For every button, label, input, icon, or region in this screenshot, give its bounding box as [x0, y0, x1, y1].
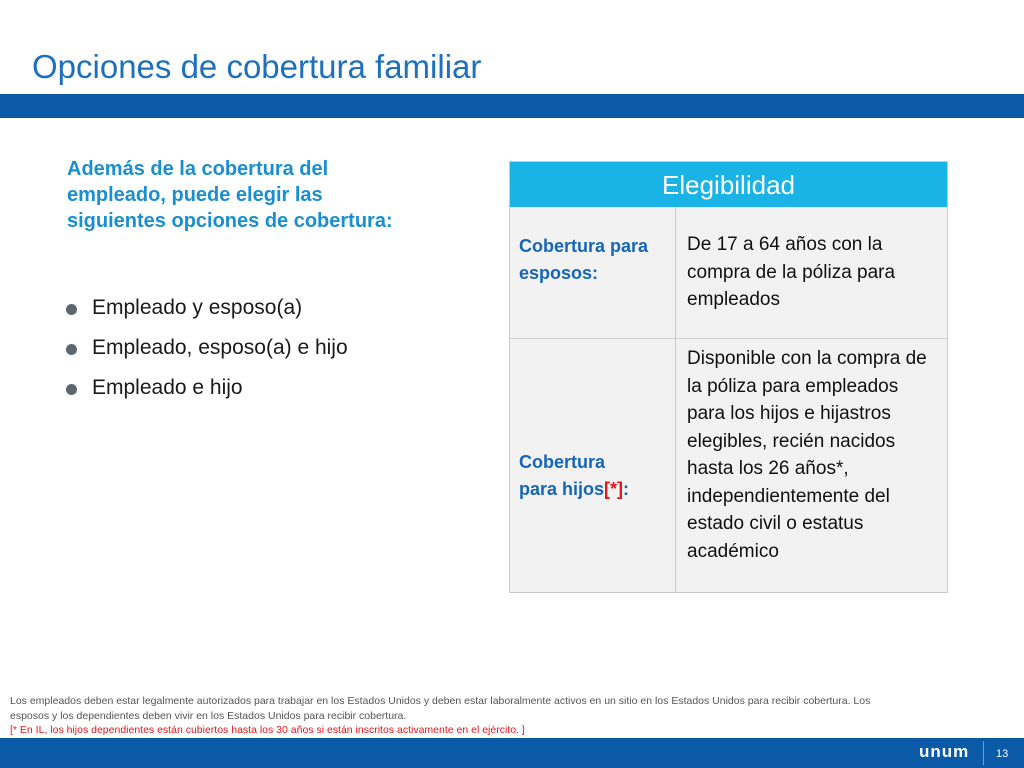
- row-description-text: Disponible con la compra de la póliza para empleados para los hijos e hijastros elegibles, recién nacidos hasta los 26 años*, independientemente del estado civil o estatus académico: [687, 348, 927, 562]
- eligibility-header: Elegibilidad: [510, 162, 947, 207]
- row-description-text: De 17 a 64 años con la compra de la póliza para empleados: [687, 234, 896, 310]
- title-bar: [0, 94, 1024, 118]
- footer-notes: [10, 694, 910, 738]
- unum-logo: unum: [919, 742, 970, 761]
- bullet-icon: [66, 304, 77, 315]
- list-item: [66, 288, 426, 328]
- row-label-end: :: [623, 479, 630, 499]
- option-label: Empleado, esposo(a) e hijo: [92, 336, 348, 359]
- intro-text: Además de la cobertura del empleado, puede elegir las siguientes opciones de cobertura:: [67, 158, 393, 232]
- bullet-icon: [66, 384, 77, 395]
- bullet-icon: [66, 344, 77, 355]
- list-item: [66, 368, 426, 408]
- row-description: [676, 207, 947, 338]
- slide-title: Opciones de cobertura familiar: [32, 48, 482, 85]
- disclaimer-text: Los empleados deben estar legalmente autorizados para trabajar en los Estados Unidos y deben estar laboralmente activos en un sitio en los Estados Unidos para recibir cobertura. Los esposos y los dependientes deben vivir en los Estados Unidos para recibir cobertura.: [10, 695, 871, 722]
- row-label: [510, 339, 676, 593]
- option-label: Empleado e hijo: [92, 376, 243, 399]
- row-label-text: Cobertura para esposos:: [519, 236, 649, 283]
- eligibility-table: [509, 161, 948, 593]
- coverage-options-list: [66, 288, 426, 408]
- row-label-note: [*]: [604, 479, 624, 499]
- il-note-text: [* En IL, los hijos dependientes están cubiertos hasta los 30 años si están inscritos activamente en el ejército. ]: [10, 724, 525, 736]
- option-label: Empleado y esposo(a): [92, 296, 303, 319]
- page-number: 13: [996, 748, 1009, 760]
- row-label-text: Cobertura para hijos: [519, 452, 606, 499]
- row-label: [510, 207, 676, 338]
- divider: [983, 741, 984, 765]
- row-description: [676, 339, 947, 593]
- footer-bar: [0, 738, 1024, 768]
- table-row: [510, 338, 947, 593]
- list-item: [66, 328, 426, 368]
- table-row: [510, 207, 947, 338]
